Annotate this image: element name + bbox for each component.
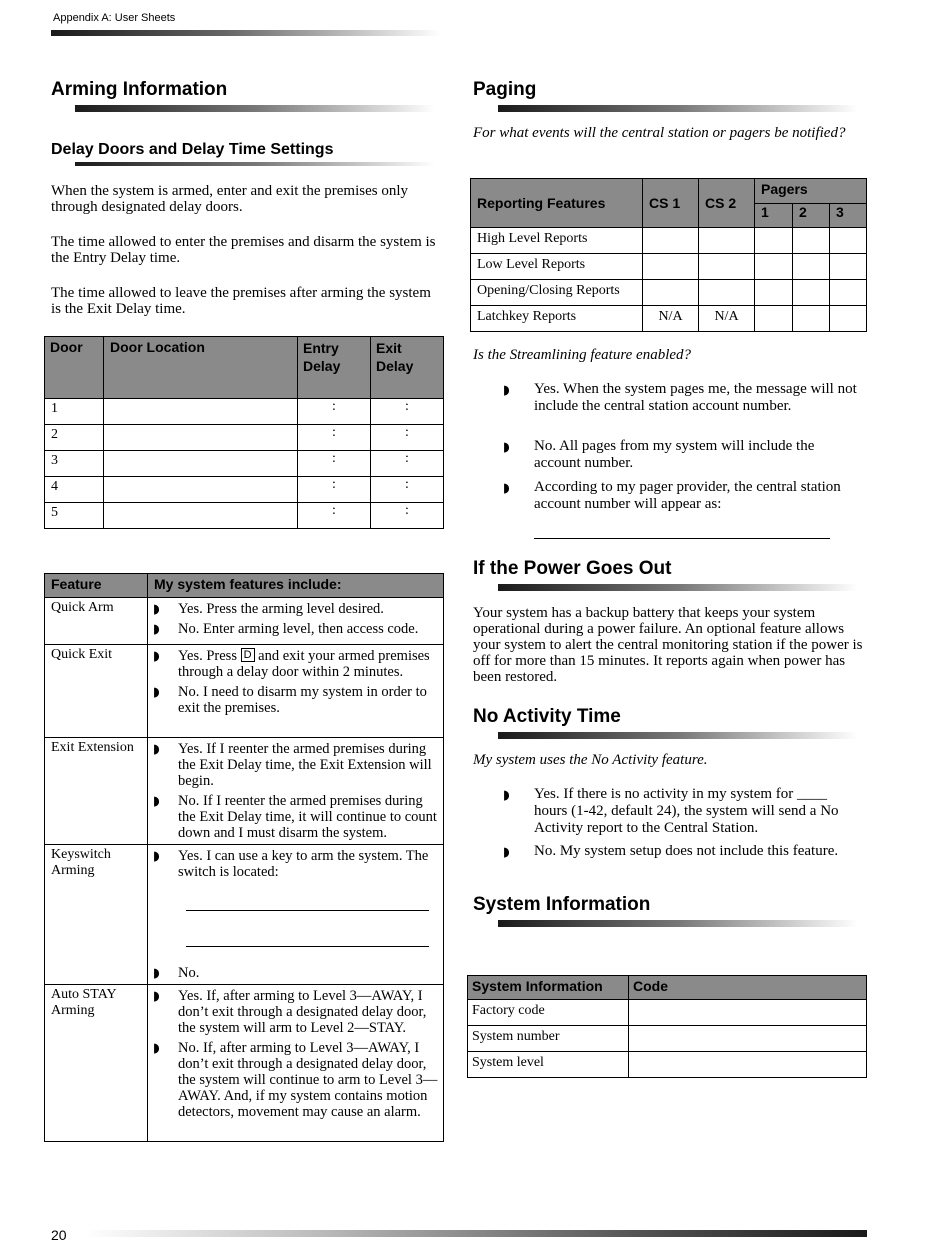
door-location-header: Door Location: [104, 337, 298, 399]
pager-cell[interactable]: [793, 254, 830, 280]
exit-delay-cell[interactable]: :: [371, 503, 444, 529]
checkbox-bullet-icon[interactable]: ◗: [153, 602, 160, 617]
streamlining-question: Is the Streamlining feature enabled?: [473, 347, 692, 363]
streamlining-yes-option[interactable]: [503, 381, 863, 415]
entry-delay-cell[interactable]: :: [298, 425, 371, 451]
entry-delay-cell[interactable]: :: [298, 399, 371, 425]
pager-cell[interactable]: [830, 254, 867, 280]
report-label: High Level Reports: [471, 228, 643, 254]
option-text: and exit your armed premises through a delay door within 2 minutes.: [178, 648, 430, 680]
no-activity-rule: [498, 732, 858, 739]
pager-cell[interactable]: [830, 280, 867, 306]
door-number: 1: [45, 399, 104, 425]
cs2-header: CS 2: [699, 179, 755, 228]
streamlining-provider-option[interactable]: [503, 479, 863, 513]
option-text: Yes. If I reenter the armed premises during the Exit Delay time, the Exit Extension will begin.: [178, 741, 432, 789]
option-text: No. If, after arming to Level 3—AWAY, I don’t exit through a designated delay door, the system will continue to arm to Level 3—AWAY. And, if my system contains motion detectors, movement may cause an alarm.: [178, 1040, 438, 1120]
paging-rule: [498, 105, 858, 112]
pager-cell[interactable]: [793, 228, 830, 254]
door-location-cell[interactable]: [104, 451, 298, 477]
option-text: Yes. I can use a key to arm the system. The switch is located:: [178, 848, 429, 880]
door-table: [44, 336, 444, 529]
paragraph-delay-doors: When the system is armed, enter and exit the premises only through designated delay doors.: [51, 183, 408, 215]
pager-2-header: 2: [793, 204, 830, 228]
system-info-label: Factory code: [468, 1000, 629, 1026]
switch-location-line[interactable]: [186, 910, 429, 911]
reporting-features-header: Reporting Features: [471, 179, 643, 228]
cs2-cell[interactable]: [699, 228, 755, 254]
exit-delay-cell[interactable]: :: [371, 477, 444, 503]
checkbox-bullet-icon[interactable]: ◗: [503, 383, 510, 398]
system-info-label: System number: [468, 1026, 629, 1052]
feature-table: [44, 573, 444, 1142]
option-text: No. Enter arming level, then access code.: [178, 621, 419, 637]
door-number: 4: [45, 477, 104, 503]
cs2-cell: N/A: [699, 306, 755, 332]
feature-name: Quick Arm: [45, 598, 148, 645]
quick-arm-yes-option[interactable]: [148, 601, 439, 617]
streamlining-no-option[interactable]: [503, 438, 863, 472]
report-label: Opening/Closing Reports: [471, 280, 643, 306]
system-information-title: System Information: [473, 894, 651, 915]
pager-cell[interactable]: [830, 228, 867, 254]
feature-name: Quick Exit: [45, 645, 148, 738]
exit-delay-header: Exit Delay: [371, 337, 444, 399]
paging-question: For what events will the central station or pagers be notified?: [473, 125, 846, 141]
no-activity-no-option[interactable]: [503, 843, 863, 860]
option-text: Yes. Press the arming level desired.: [178, 601, 384, 617]
footer-rule: [85, 1230, 867, 1237]
paging-table: [470, 178, 867, 332]
cs1-cell[interactable]: [643, 228, 699, 254]
pager-cell[interactable]: [755, 280, 793, 306]
paging-title: Paging: [473, 79, 537, 100]
code-cell[interactable]: [629, 1000, 867, 1026]
report-label: Latchkey Reports: [471, 306, 643, 332]
pager-cell[interactable]: [793, 280, 830, 306]
option-text: No. All pages from my system will include the account number.: [534, 438, 815, 471]
checkbox-bullet-icon[interactable]: ◗: [153, 849, 160, 864]
title-rule: [75, 105, 435, 112]
cs2-cell[interactable]: [699, 280, 755, 306]
code-header: Code: [629, 976, 867, 1000]
option-text: Yes. If, after arming to Level 3—AWAY, I don’t exit through a designated delay door, the system will arm to Level 2—STAY.: [178, 988, 427, 1036]
arming-information-title: Arming Information: [51, 79, 228, 100]
pager-cell[interactable]: [830, 306, 867, 332]
power-rule: [498, 584, 858, 591]
checkbox-bullet-icon[interactable]: ◗: [503, 440, 510, 455]
option-text: Yes. When the system pages me, the message will not include the central station account number.: [534, 381, 857, 414]
header-rule: [51, 30, 441, 36]
system-information-table: [467, 975, 867, 1078]
door-location-cell[interactable]: [104, 425, 298, 451]
checkbox-bullet-icon[interactable]: ◗: [153, 794, 160, 809]
door-header: Door: [45, 337, 104, 399]
pager-cell[interactable]: [755, 228, 793, 254]
cs1-cell[interactable]: [643, 280, 699, 306]
checkbox-bullet-icon[interactable]: ◗: [503, 481, 510, 496]
option-text: Yes. If there is no activity in my system for: [534, 786, 794, 802]
keyswitch-yes-option[interactable]: [148, 848, 439, 880]
d-key-icon: D: [241, 648, 255, 662]
cs2-cell[interactable]: [699, 254, 755, 280]
running-header: Appendix A: User Sheets: [53, 12, 176, 24]
feature-name: Keyswitch Arming: [45, 845, 148, 985]
hours-blank[interactable]: ____: [797, 786, 828, 802]
option-text: According to my pager provider, the central station account number will appear as:: [534, 479, 841, 512]
no-activity-question: My system uses the No Activity feature.: [473, 752, 708, 768]
door-location-cell[interactable]: [104, 399, 298, 425]
cs1-cell[interactable]: [643, 254, 699, 280]
cs1-header: CS 1: [643, 179, 699, 228]
auto-stay-no-option[interactable]: [148, 1040, 439, 1120]
option-text: Yes. Press: [178, 648, 237, 664]
exit-extension-yes-option[interactable]: [148, 741, 439, 789]
pager-1-header: 1: [755, 204, 793, 228]
feature-name: Exit Extension: [45, 738, 148, 845]
checkbox-bullet-icon[interactable]: ◗: [153, 742, 160, 757]
account-number-line[interactable]: [534, 538, 830, 539]
door-number: 3: [45, 451, 104, 477]
quick-exit-no-option[interactable]: [148, 684, 439, 716]
subtitle-rule: [75, 162, 435, 166]
checkbox-bullet-icon[interactable]: ◗: [153, 1041, 160, 1056]
pager-cell[interactable]: [755, 306, 793, 332]
checkbox-bullet-icon[interactable]: ◗: [153, 989, 160, 1004]
exit-delay-cell[interactable]: :: [371, 425, 444, 451]
power-paragraph: Your system has a backup battery that keeps your system operational during a power failure. An optional feature allows your system to alert the central monitoring station if the power is off for more than 15 minutes. It reports again when power has been restored.: [473, 605, 863, 685]
entry-delay-cell[interactable]: :: [298, 503, 371, 529]
option-text: hours (1-42, default 24), the system will send a No Activity report to the Central Station.: [534, 803, 839, 836]
exit-delay-cell[interactable]: :: [371, 399, 444, 425]
feature-name: Auto STAY Arming: [45, 985, 148, 1142]
entry-delay-cell[interactable]: :: [298, 451, 371, 477]
features-include-header: My system features include:: [148, 574, 444, 598]
option-text: No. If I reenter the armed premises during the Exit Delay time, it will continue to count down and I must disarm the system.: [178, 793, 437, 841]
exit-extension-no-option[interactable]: [148, 793, 439, 841]
checkbox-bullet-icon[interactable]: ◗: [503, 845, 510, 860]
feature-header: Feature: [45, 574, 148, 598]
pager-cell[interactable]: [793, 306, 830, 332]
cs1-cell: N/A: [643, 306, 699, 332]
entry-delay-header: Entry Delay: [298, 337, 371, 399]
quick-exit-yes-option[interactable]: [148, 648, 439, 680]
door-location-cell[interactable]: [104, 477, 298, 503]
quick-arm-no-option[interactable]: [148, 621, 439, 637]
door-number: 2: [45, 425, 104, 451]
switch-location-line[interactable]: [186, 946, 429, 947]
option-text: No. I need to disarm my system in order to exit the premises.: [178, 684, 427, 716]
exit-delay-cell[interactable]: :: [371, 451, 444, 477]
keyswitch-no-option[interactable]: [148, 965, 439, 981]
power-title: If the Power Goes Out: [473, 558, 672, 579]
checkbox-bullet-icon[interactable]: ◗: [153, 685, 160, 700]
paragraph-exit-delay: The time allowed to leave the premises after arming the system is the Exit Delay time.: [51, 285, 431, 317]
checkbox-bullet-icon[interactable]: ◗: [503, 788, 510, 803]
paragraph-entry-delay: The time allowed to enter the premises and disarm the system is the Entry Delay time.: [51, 234, 436, 266]
door-number: 5: [45, 503, 104, 529]
page-number: 20: [51, 1227, 67, 1243]
checkbox-bullet-icon[interactable]: ◗: [153, 649, 160, 664]
checkbox-bullet-icon[interactable]: ◗: [153, 622, 160, 637]
pager-3-header: 3: [830, 204, 867, 228]
pager-cell[interactable]: [755, 254, 793, 280]
report-label: Low Level Reports: [471, 254, 643, 280]
pagers-header: Pagers: [755, 179, 867, 204]
entry-delay-cell[interactable]: :: [298, 477, 371, 503]
checkbox-bullet-icon[interactable]: ◗: [153, 966, 160, 981]
code-cell[interactable]: [629, 1052, 867, 1078]
code-cell[interactable]: [629, 1026, 867, 1052]
system-info-label: System level: [468, 1052, 629, 1078]
option-text: No.: [178, 965, 200, 981]
system-information-header: System Information: [468, 976, 629, 1000]
no-activity-title: No Activity Time: [473, 706, 621, 727]
system-information-rule: [498, 920, 858, 927]
option-text: No. My system setup does not include this feature.: [534, 843, 839, 859]
delay-doors-subtitle: Delay Doors and Delay Time Settings: [51, 141, 334, 158]
door-location-cell[interactable]: [104, 503, 298, 529]
no-activity-yes-option[interactable]: [503, 786, 863, 837]
auto-stay-yes-option[interactable]: [148, 988, 439, 1036]
